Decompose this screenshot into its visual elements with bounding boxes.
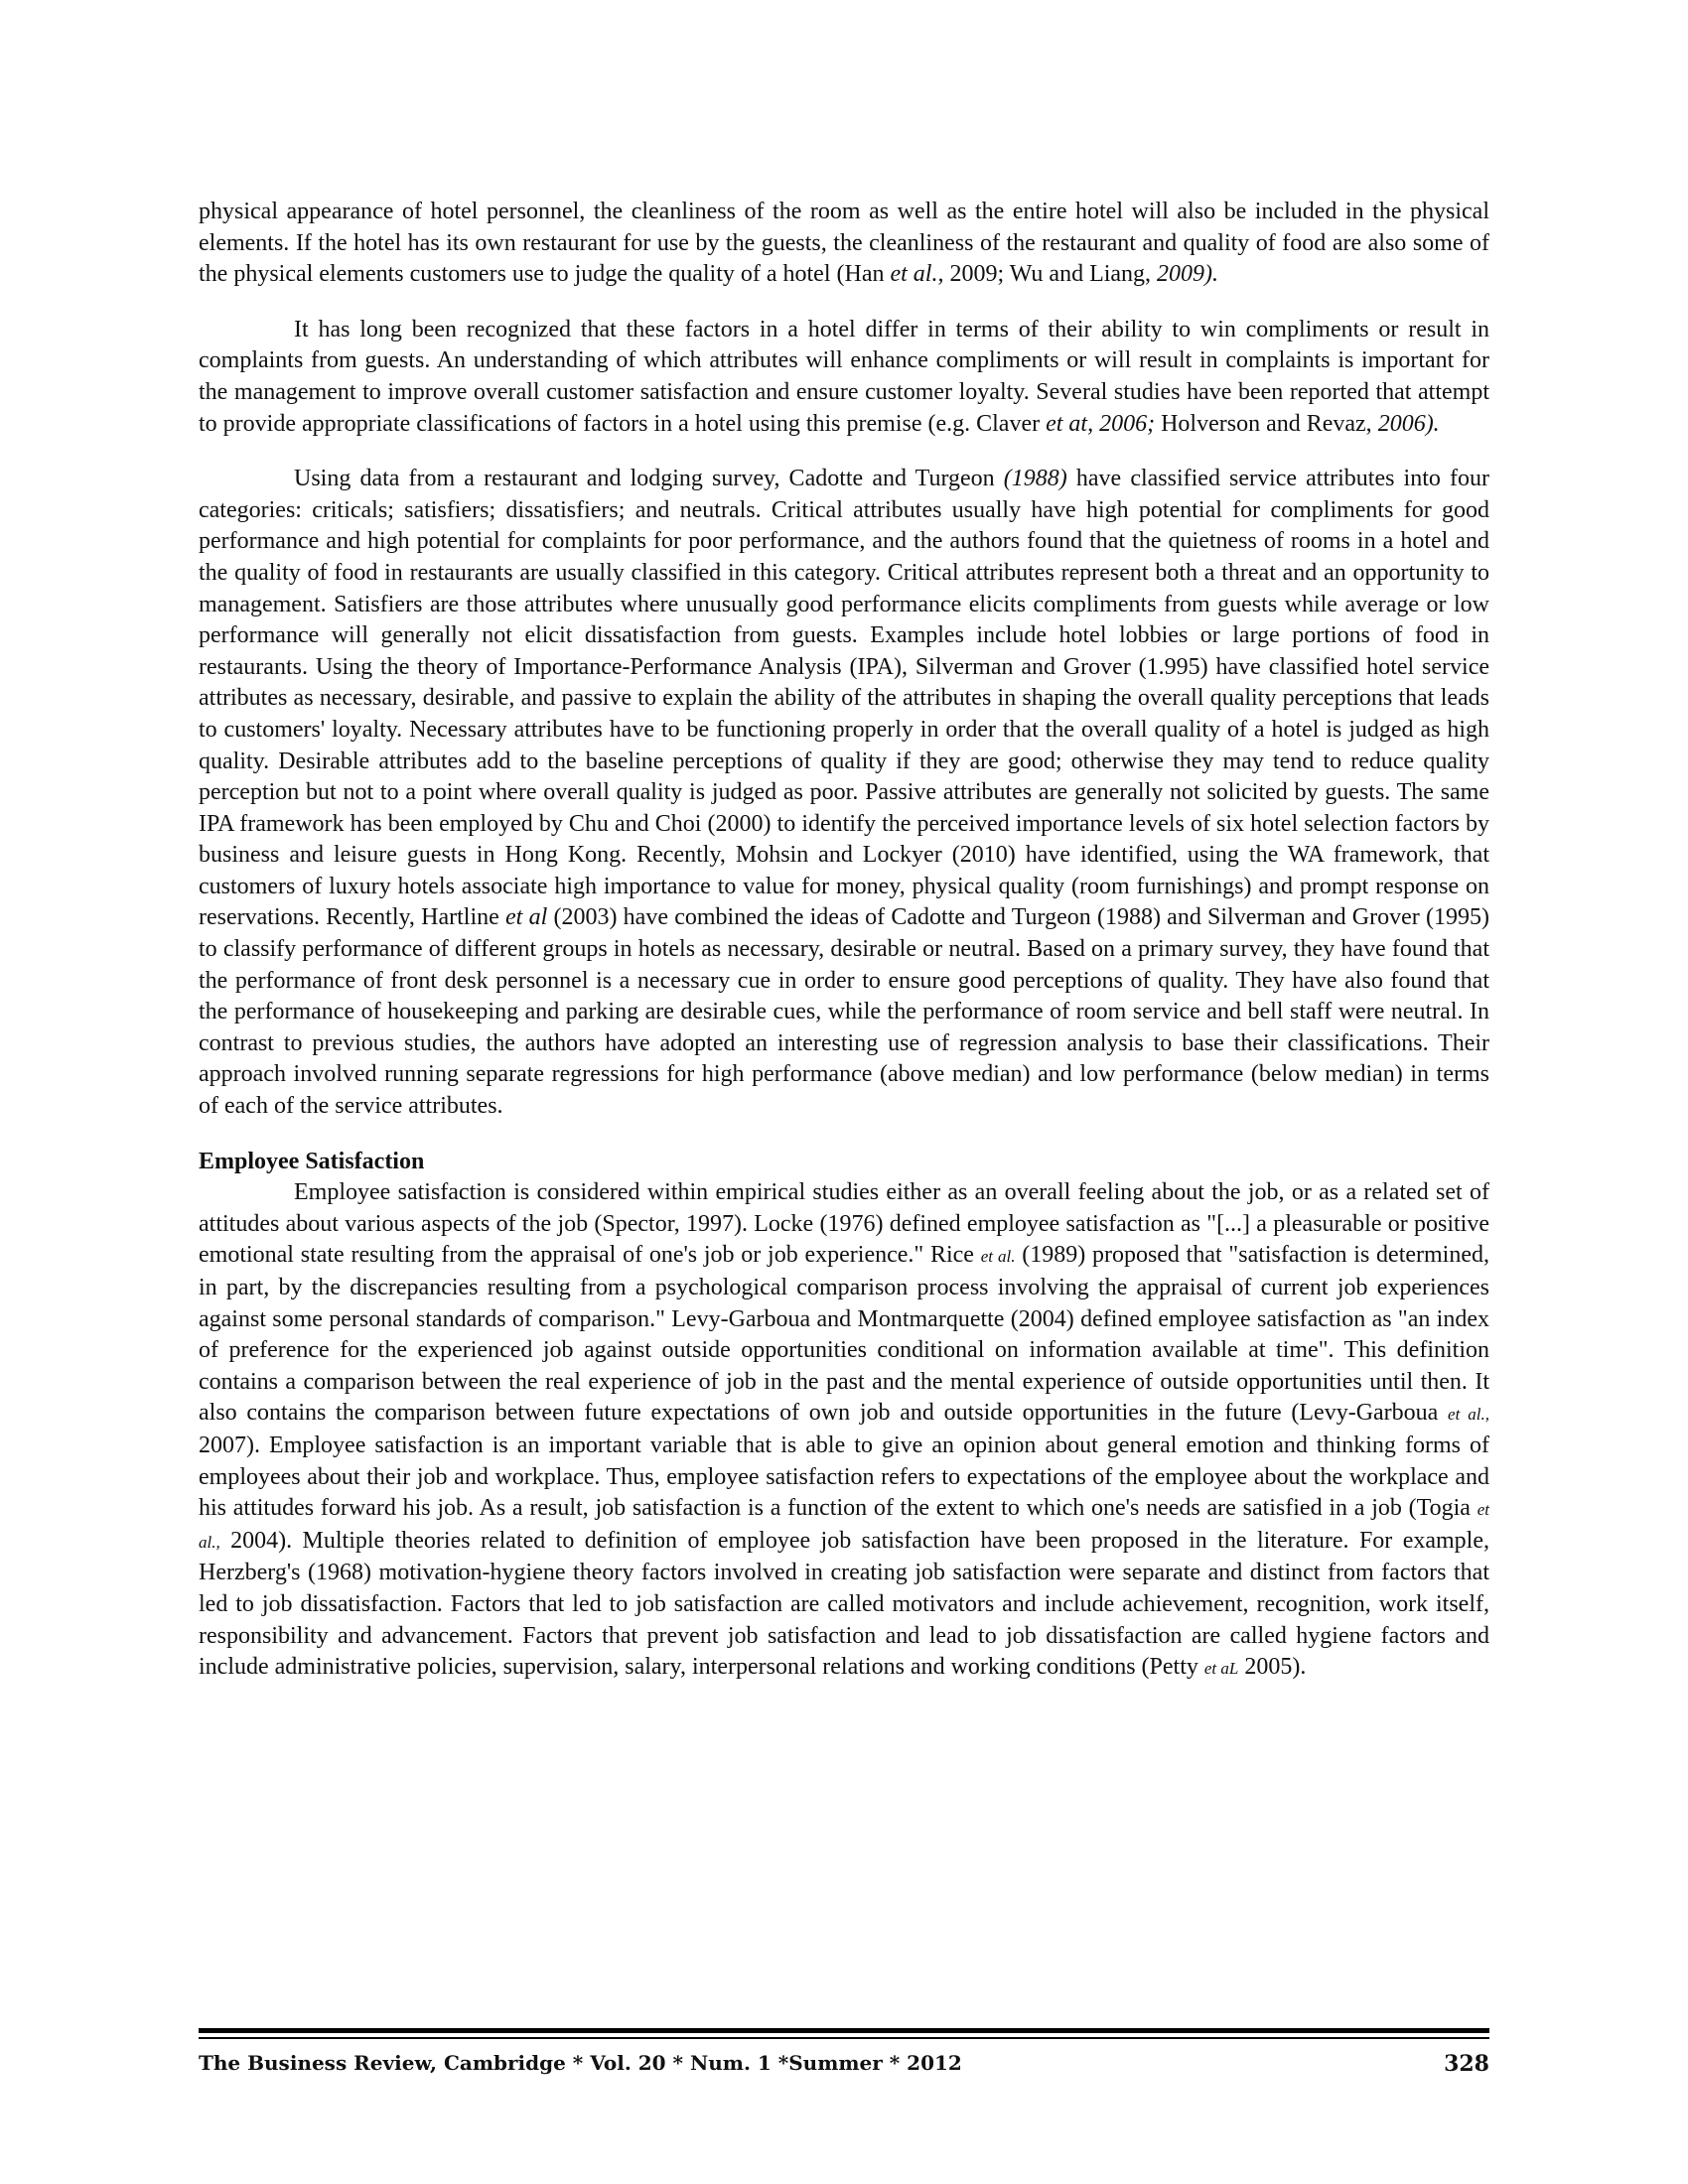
text-run: It has long been recognized that these factors in a hotel differ in terms of their ability to win compliments or result in complaints from guests. An understanding of which attributes will enhance compliments or will result in complaints is important for the management to improve overall customer satisfaction and ensure customer loyalty. Several studies have been reported that attempt to provide appropriate classifications of factors in a hotel using this premise (e.g. Claver xyxy=(199,316,1489,437)
article-body xyxy=(199,197,1489,1685)
footer-rule-thick xyxy=(199,2028,1489,2033)
section-heading: Employee Satisfaction xyxy=(199,1148,425,1174)
text-run: 2007). Employee satisfaction is an important variable that is able to give an opinion about general emotion and thinking forms of employees about their job and workplace. Thus, employee satisfaction refers to expectations of the employee about the workplace and his attitudes forward his job. As a result, job satisfaction is a function of the extent to which one's needs are satisfied in a job (Togia xyxy=(199,1432,1489,1522)
text-run: 2004). Multiple theories related to definition of employee job satisfaction have been proposed in the literature. For example, Herzberg's (1968) motivation-hygiene theory factors involved in creating job satisfaction were separate and distinct from factors that led to job dissatisfaction. Factors that led to job satisfaction are called motivators and include achievement, recognition, work itself, responsibility and advancement. Factors that prevent job satisfaction and lead to job dissatisfaction are called hygiene factors and include administrative policies, supervision, salary, interpersonal relations and working conditions (Petty xyxy=(199,1527,1489,1681)
citation-italic: et aL xyxy=(1203,1659,1239,1679)
citation-italic: 2006). xyxy=(1377,410,1440,437)
citation-italic: 2009). xyxy=(1157,261,1219,288)
paragraph-physical-elements xyxy=(199,197,1489,291)
text-run: Using data from a restaurant and lodging survey, Cadotte and Turgeon xyxy=(294,466,1004,492)
paragraph-service-attributes xyxy=(199,464,1489,1122)
text-run: Holverson and Revaz, xyxy=(1155,410,1378,437)
paragraph-compliments-complaints xyxy=(199,315,1489,440)
citation-italic: et al., xyxy=(199,1500,1489,1552)
paragraph-employee-satisfaction xyxy=(199,1177,1489,1685)
footer-rule-thin xyxy=(199,2037,1489,2039)
text-run: physical appearance of hotel personnel, the cleanliness of the room as well as the entire hotel will also be included in the physical elements. If the hotel has its own restaurant for use by the guests, the cleanliness of the restaurant and quality of food are also some of the physical elements customers use to judge the quality of a hotel (Han xyxy=(199,199,1489,288)
page-number: 328 xyxy=(1444,2051,1489,2077)
citation-italic: (1988) xyxy=(1003,466,1067,492)
text-run: 2009; Wu and Liang, xyxy=(943,261,1158,288)
text-run: 2005). xyxy=(1238,1654,1307,1681)
text-run: (1989) proposed that "satisfaction is determined, in part, by the discrepancies resulting from a psychological comparison process involving the appraisal of current job experiences against some personal standards of comparison." Levy-Garboua and Montmarquette (2004) defined employee satisfaction as "an index of preference for the experienced job against outside opportunities conditional on information available at time". This definition contains a comparison between the real experience of job in the past and the mental experience of outside opportunities until then. It also contains the comparison between future expectations of own job and outside opportunities in the future (Levy-Garboua xyxy=(199,1242,1489,1427)
citation-italic: et al., xyxy=(890,261,944,288)
citation-italic: et al xyxy=(505,904,548,931)
journal-citation: The Business Review, Cambridge * Vol. 20 * Num. 1 *Summer * 2012 xyxy=(199,2051,962,2075)
citation-italic: et al. xyxy=(980,1247,1016,1267)
citation-italic: et at, 2006; xyxy=(1046,410,1156,437)
text-run: (2003) have combined the ideas of Cadotte and Turgeon (1988) and Silverman and Grover (1995) to classify performance of different groups in hotels as necessary, desirable or neutral. Based on a primary survey, they have found that the performance of front desk personnel is a necessary cue in order to ensure good perceptions of quality. They have also found that the performance of housekeeping and parking are desirable cues, while the performance of room service and bell staff were neutral. In contrast to previous studies, the authors have adopted an interesting use of regression analysis to base their classifications. Their approach involved running separate regressions for high performance (above median) and low performance (below median) in terms of each of the service attributes. xyxy=(199,904,1489,1120)
text-run: have classified service attributes into four categories: criticals; satisfiers; dissatisfiers; and neutrals. Critical attributes usually have high potential for compliments for good performance and high potential for complaints for poor performance, and the authors found that the quietness of rooms in a hotel and the quality of food in restaurants are usually classified in this category. Critical attributes represent both a threat and an opportunity to management. Satisfiers are those attributes where unusually good performance elicits compliments from guests while average or low performance will generally not elicit dissatisfaction from guests. Examples include hotel lobbies or large portions of food in restaurants. Using the theory of Importance-Performance Analysis (IPA), Silverman and Grover (1.995) have classified hotel service attributes as necessary, desirable, and passive to explain the ability of the attributes in shaping the overall quality perceptions that leads to customers' loyalty. Necessary attributes have to be functioning properly in order that the overall quality of a hotel is judged as high quality. Desirable attributes add to the baseline perceptions of quality if they are good; otherwise they may tend to reduce quality perception but not to a point where overall quality is judged as poor. Passive attributes are generally not solicited by guests. The same IPA framework has been employed by Chu and Choi (2000) to identify the perceived importance levels of six hotel selection factors by business and leisure guests in Hong Kong. Recently, Mohsin and Lockyer (2010) have identified, using the WA framework, that customers of luxury hotels associate high importance to value for money, physical quality (room furnishings) and prompt response on reservations. Recently, Hartline xyxy=(199,466,1489,931)
citation-italic: et al., xyxy=(1448,1405,1489,1425)
text-run: Employee satisfaction is considered within empirical studies either as an overall feeling about the job, or as a related set of attitudes about various aspects of the job (Spector, 1997). Locke (1976) defined employee satisfaction as "[...] a pleasurable or positive emotional state resulting from the appraisal of one's job or job experience." Rice xyxy=(199,1179,1489,1269)
